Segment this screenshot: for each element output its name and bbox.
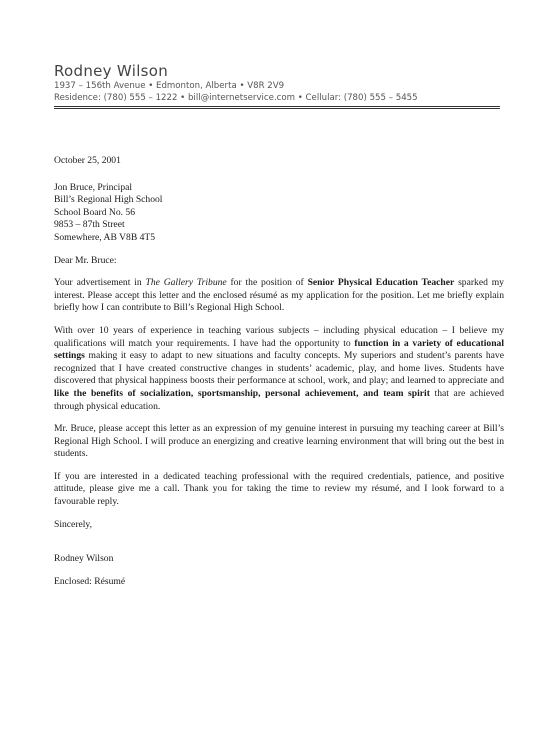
- p1-text: for the position of: [226, 277, 308, 289]
- sender-name: Rodney Wilson: [54, 62, 169, 80]
- letter-body: [54, 155, 504, 588]
- salutation: Dear Mr. Bruce:: [54, 254, 117, 266]
- p1-text: sparked my interest. Please accept this letter and the enclosed résumé as my application for the position. Let me briefly explain briefly how I can contribute to Bill’s Regional High School.: [54, 277, 504, 314]
- recipient-line: 9853 – 87th Street: [54, 219, 125, 231]
- p2-highlight: function in a variety of educational settings: [54, 337, 504, 362]
- enclosure: Enclosed: Résumé: [54, 575, 126, 587]
- publication-name: The Gallery Tribune: [145, 277, 227, 289]
- recipient-line: School Board No. 56: [54, 206, 136, 218]
- recipient-line: Bill’s Regional High School: [54, 194, 163, 206]
- signature: Rodney Wilson: [54, 553, 114, 565]
- p2-text: making it easy to adapt to new situations and faculty concepts. My superiors and student’s parents have recognized that I have created constructive changes in students’ academic, play, and home lives. Students have discovered that physical happiness boosts their performance at school, work, and play; and learned to appreciate and: [54, 350, 504, 387]
- position-title: Senior Physical Education Teacher: [307, 277, 455, 289]
- p2-highlight: like the benefits of socialization, sportsmanship, personal achievement, and team spirit: [54, 387, 430, 399]
- header-rule: [54, 106, 500, 107]
- paragraph-2: [54, 325, 504, 413]
- paragraph-4: If you are interested in a dedicated teaching professional with the required credentials, patience, and positive attitude, please give me a call. Thank you for taking the time to review my résumé, and I look forward to a favourable reply.: [54, 470, 504, 508]
- sender-address: 1937 – 156th Avenue • Edmonton, Alberta • V8R 2V9: [54, 81, 285, 91]
- sender-contact: Residence: (780) 555 – 1222 • bill@internetservice.com • Cellular: (780) 555 – 5455: [54, 93, 418, 103]
- p2-text: With over 10 years of experience in teaching various subjects – including physical education – I believe my qualifications will match your requirements. I have had the opportunity to: [54, 324, 504, 349]
- p1-text: Your advertisement in: [54, 277, 146, 289]
- paragraph-1: [54, 277, 504, 315]
- recipient-line: Jon Bruce, Principal: [54, 181, 133, 193]
- recipient-address: [54, 182, 504, 245]
- paragraph-3: Mr. Bruce, please accept this letter as an expression of my genuine interest in pursuing my teaching career at Bill’s Regional High School. I will produce an energizing and creative learning environment that will bring out the best in students.: [54, 423, 504, 460]
- letter-date: October 25, 2001: [54, 155, 121, 166]
- recipient-line: Somewhere, AB V8B 4T5: [54, 231, 156, 243]
- letterhead: [54, 62, 500, 109]
- closing: Sincerely,: [54, 518, 93, 530]
- header-rule-secondary: [54, 108, 500, 109]
- p2-text: that are achieved through physical education.: [54, 387, 504, 412]
